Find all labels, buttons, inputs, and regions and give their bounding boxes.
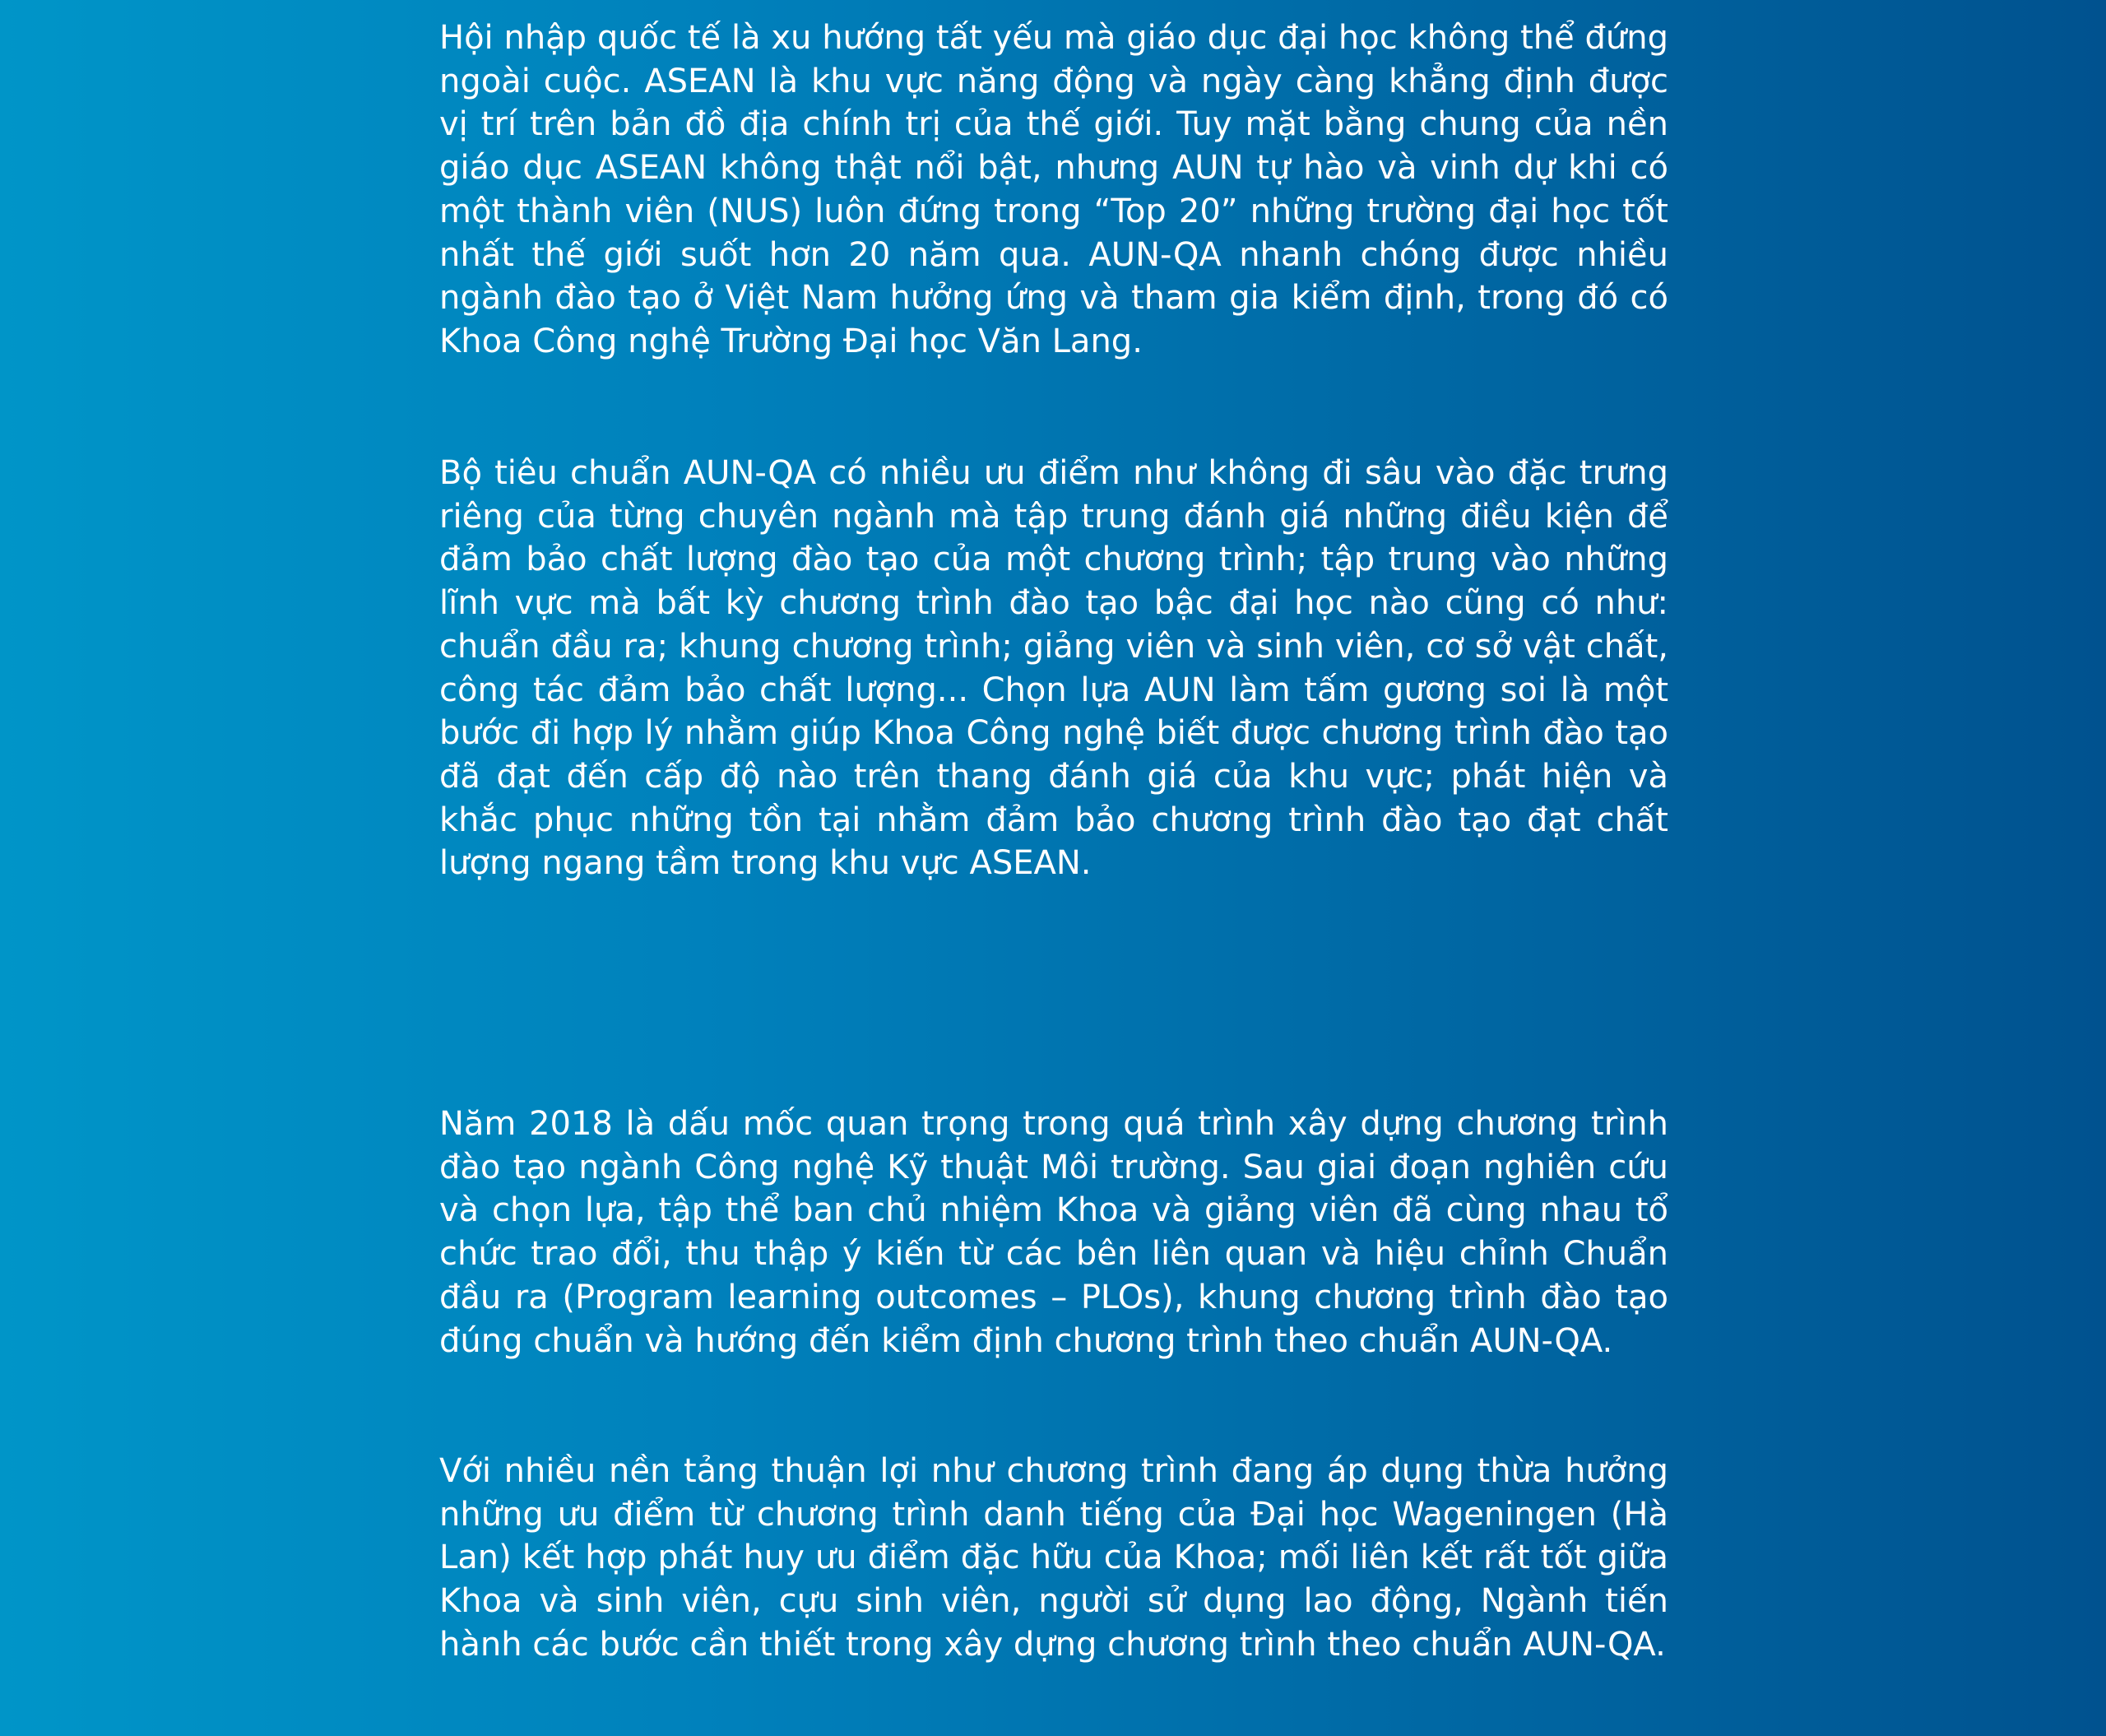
article-paragraph-2: Bộ tiêu chuẩn AUN-QA có nhiều ưu điểm như không đi sâu vào đặc trưng riêng của từng chuyên ngành mà tập trung đánh giá những điều kiện để đảm bảo chất lượng đào tạo của một chương trình; tập trung vào những lĩnh vực mà bất kỳ chương trình đào tạo bậc đại học nào cũng có như: chuẩn đầu ra; khung chương trình; giảng viên và sinh viên, cơ sở vật chất, công tác đảm bảo chất lượng... Chọn lựa AUN làm tấm gương soi là một bước đi hợp lý nhằm giúp Khoa Công nghệ biết được chương trình đào tạo đã đạt đến cấp độ nào trên thang đánh giá của khu vực; phát hiện và khắc phục những tồn tại nhằm đảm bảo chương trình đào tạo đạt chất lượng ngang tầm trong khu vực ASEAN. [439,454,1668,883]
article-paragraph-4: Với nhiều nền tảng thuận lợi như chương trình đang áp dụng thừa hưởng những ưu điểm từ chương trình danh tiếng của Đại học Wageningen (Hà Lan) kết hợp phát huy ưu điểm đặc hữu của Khoa; mối liên kết rất tốt giữa Khoa và sinh viên, cựu sinh viên, người sử dụng lao động, Ngành tiến hành các bước cần thiết trong xây dựng chương trình theo chuẩn AUN-QA. [439,1452,1668,1664]
article-paragraph-1: Hội nhập quốc tế là xu hướng tất yếu mà giáo dục đại học không thể đứng ngoài cuộc. ASEAN là khu vực năng động và ngày càng khẳng định được vị trí trên bản đồ địa chính trị của thế giới. Tuy mặt bằng chung của nền giáo dục ASEAN không thật nổi bật, nhưng AUN tự hào và vinh dự khi có một thành viên (NUS) luôn đứng trong “Top 20” những trường đại học tốt nhất thế giới suốt hơn 20 năm qua. AUN-QA nhanh chóng được nhiều ngành đào tạo ở Việt Nam hưởng ứng và tham gia kiểm định, trong đó có Khoa Công nghệ Trường Đại học Văn Lang. [439,19,1668,360]
article-paragraph-3: Năm 2018 là dấu mốc quan trọng trong quá trình xây dựng chương trình đào tạo ngành Công nghệ Kỹ thuật Môi trường. Sau giai đoạn nghiên cứu và chọn lựa, tập thể ban chủ nhiệm Khoa và giảng viên đã cùng nhau tổ chức trao đổi, thu thập ý kiến từ các bên liên quan và hiệu chỉnh Chuẩn đầu ra (Program learning outcomes – PLOs), khung chương trình đào tạo đúng chuẩn và hướng đến kiểm định chương trình theo chuẩn AUN-QA. [439,1105,1668,1360]
